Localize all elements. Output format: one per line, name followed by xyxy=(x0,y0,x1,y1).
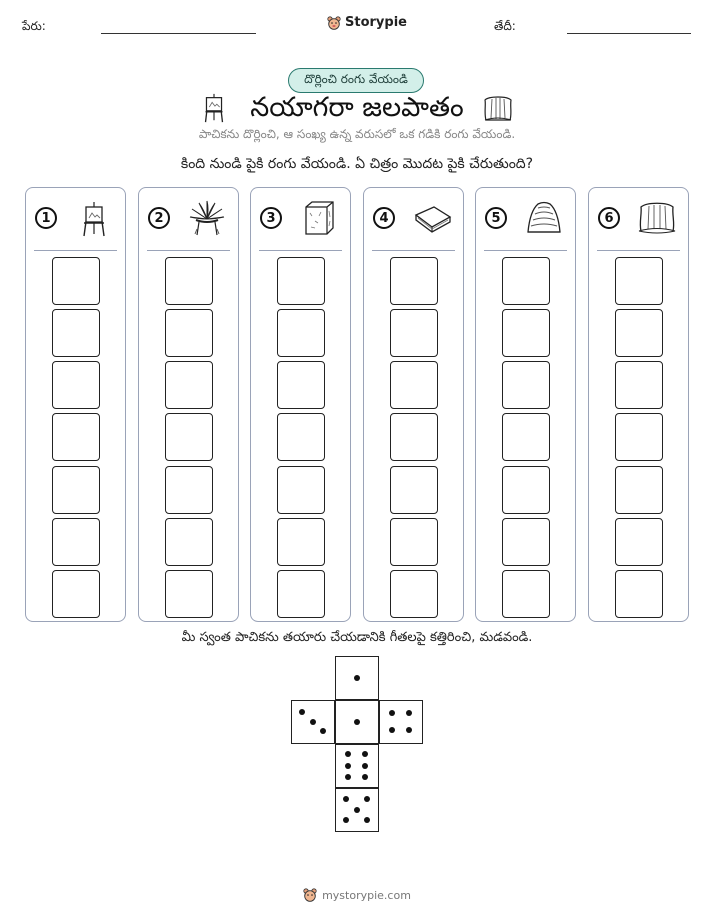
instruction-text: కింది నుండి పైకి రంగు వేయండి. ఏ చిత్రం మొదట పైకి చేరుతుంది? xyxy=(180,156,534,172)
color-box[interactable] xyxy=(615,361,663,409)
column-header xyxy=(364,188,463,250)
footer xyxy=(0,888,714,902)
die-pip xyxy=(362,751,368,757)
color-box[interactable] xyxy=(52,361,100,409)
column-number: 5 xyxy=(485,207,507,229)
die-pip xyxy=(354,807,360,813)
column-header xyxy=(139,188,238,250)
die-pip xyxy=(406,710,412,716)
die-pip xyxy=(389,710,395,716)
column-1 xyxy=(25,187,126,622)
brand-logo xyxy=(327,15,407,30)
color-box[interactable] xyxy=(502,518,550,566)
die-pip xyxy=(343,796,349,802)
column-divider xyxy=(372,250,455,251)
activity-badge: దొర్లించి రంగు వేయండి xyxy=(288,68,424,93)
color-box[interactable] xyxy=(277,413,325,461)
color-box[interactable] xyxy=(52,466,100,514)
die-pip xyxy=(354,719,360,725)
color-box[interactable] xyxy=(165,361,213,409)
color-box[interactable] xyxy=(277,518,325,566)
column-6 xyxy=(588,187,689,622)
color-box[interactable] xyxy=(390,309,438,357)
die-pip xyxy=(345,763,351,769)
color-box[interactable] xyxy=(165,466,213,514)
color-box[interactable] xyxy=(615,466,663,514)
column-number: 3 xyxy=(260,207,282,229)
color-box[interactable] xyxy=(52,309,100,357)
bear-logo-icon xyxy=(327,16,341,30)
die-pip xyxy=(345,774,351,780)
column-divider xyxy=(484,250,567,251)
column-divider xyxy=(34,250,117,251)
die-face-4 xyxy=(379,700,423,744)
column-divider xyxy=(597,250,680,251)
column-number: 1 xyxy=(35,207,57,229)
column-4 xyxy=(363,187,464,622)
date-label: తేదీ: xyxy=(494,19,516,33)
cut-instruction: మీ స్వంత పాచికను తయారు చేయడానికి గీతలపై కత్తిరించి, మడవండి. xyxy=(181,630,533,645)
die-pip xyxy=(345,751,351,757)
column-header xyxy=(589,188,688,250)
column-5 xyxy=(475,187,576,622)
color-box[interactable] xyxy=(277,361,325,409)
color-box[interactable] xyxy=(277,466,325,514)
column-number: 4 xyxy=(373,207,395,229)
column-divider xyxy=(147,250,230,251)
die-pip xyxy=(354,675,360,681)
book-icon xyxy=(412,199,452,237)
color-box[interactable] xyxy=(165,570,213,618)
color-box[interactable] xyxy=(390,413,438,461)
color-box[interactable] xyxy=(615,570,663,618)
color-box[interactable] xyxy=(502,309,550,357)
die-face-3 xyxy=(291,700,335,744)
die-pip xyxy=(364,796,370,802)
subtitle: పాచికను దొర్లించి, ఆ సంఖ్య ఉన్న వరుసలో ఒక గడికి రంగు వేయండి. xyxy=(198,127,516,141)
column-2 xyxy=(138,187,239,622)
name-label: పేరు: xyxy=(22,19,46,33)
column-header xyxy=(251,188,350,250)
die-face-6 xyxy=(335,744,379,788)
column-number: 6 xyxy=(598,207,620,229)
column-number: 2 xyxy=(148,207,170,229)
waterfall-icon xyxy=(483,94,513,122)
color-box[interactable] xyxy=(52,570,100,618)
color-box[interactable] xyxy=(615,413,663,461)
layered-rock-icon xyxy=(524,199,564,237)
color-box[interactable] xyxy=(615,257,663,305)
color-box[interactable] xyxy=(52,413,100,461)
die-face-5 xyxy=(335,788,379,832)
stone-block-icon xyxy=(299,199,339,237)
die-face-1 xyxy=(335,656,379,700)
bear-logo-icon xyxy=(303,888,317,902)
column-header xyxy=(26,188,125,250)
feather-headdress-icon xyxy=(187,199,227,237)
color-box[interactable] xyxy=(52,257,100,305)
color-box[interactable] xyxy=(502,361,550,409)
column-divider xyxy=(259,250,342,251)
die-pip xyxy=(364,817,370,823)
color-box[interactable] xyxy=(390,466,438,514)
date-line xyxy=(567,33,691,34)
die-pip xyxy=(362,763,368,769)
color-box[interactable] xyxy=(165,518,213,566)
color-box[interactable] xyxy=(502,570,550,618)
color-box[interactable] xyxy=(277,570,325,618)
die-pip xyxy=(310,719,316,725)
footer-url: mystorypie.com xyxy=(322,888,411,902)
brand-name: Storypie xyxy=(345,15,407,30)
die-pip xyxy=(362,774,368,780)
color-box[interactable] xyxy=(615,518,663,566)
color-box[interactable] xyxy=(390,570,438,618)
name-line xyxy=(101,33,256,34)
color-box[interactable] xyxy=(277,309,325,357)
waterfall-icon xyxy=(637,199,677,237)
color-box[interactable] xyxy=(390,518,438,566)
color-box[interactable] xyxy=(165,413,213,461)
color-box[interactable] xyxy=(165,309,213,357)
page-title: నయాగరా జలపాతం xyxy=(250,92,464,123)
die-pip xyxy=(389,727,395,733)
color-box[interactable] xyxy=(277,257,325,305)
die-pip xyxy=(343,817,349,823)
color-box[interactable] xyxy=(502,413,550,461)
easel-icon xyxy=(74,199,114,237)
color-box[interactable] xyxy=(165,257,213,305)
die-pip xyxy=(299,709,305,715)
die-face-1 xyxy=(335,700,379,744)
color-box[interactable] xyxy=(390,257,438,305)
die-pip xyxy=(406,727,412,733)
die-pip xyxy=(320,728,326,734)
color-box[interactable] xyxy=(502,257,550,305)
column-3 xyxy=(250,187,351,622)
color-box[interactable] xyxy=(390,361,438,409)
color-box[interactable] xyxy=(502,466,550,514)
column-header xyxy=(476,188,575,250)
color-box[interactable] xyxy=(615,309,663,357)
color-box[interactable] xyxy=(52,518,100,566)
